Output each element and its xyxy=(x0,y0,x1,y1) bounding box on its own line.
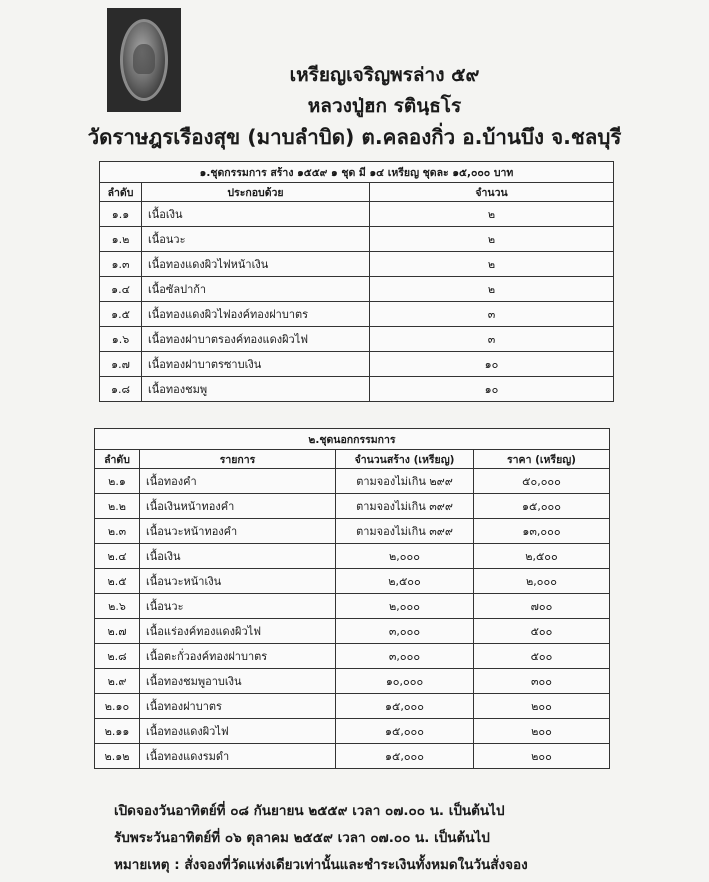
table-row xyxy=(95,519,610,544)
table-cell: เนื้อแร่องค์ทองแดงผิวไฟ xyxy=(140,619,336,644)
booking-date-note: เปิดจองวันอาทิตย์ที่ ๐๘ กันยายน ๒๕๕๙ เวลา ๐๗.๐๐ น. เป็นต้นไป xyxy=(114,803,505,819)
table-cell: ๑๐ xyxy=(370,352,614,377)
table-cell: ๒.๖ xyxy=(95,594,140,619)
table-cell: ๑.๑ xyxy=(100,202,142,227)
table-row xyxy=(95,744,610,769)
table-row xyxy=(95,494,610,519)
temple-name: วัดราษฎรเรืองสุข (มาบลำบิด) ต.คลองกิ่ว อ.บ้านบึง จ.ชลบุรี xyxy=(87,125,622,149)
table-cell: ๑.๒ xyxy=(100,227,142,252)
column-header: ราคา (เหรียญ) xyxy=(474,450,610,469)
table-row xyxy=(95,669,610,694)
column-header: จำนวน xyxy=(370,183,614,202)
table-row xyxy=(95,644,610,669)
table-cell: ๒,๕๐๐ xyxy=(474,544,610,569)
table-cell: ๑๕,๐๐๐ xyxy=(336,694,474,719)
table-cell: เนื้อทองคำ xyxy=(140,469,336,494)
table-cell: ๒ xyxy=(370,252,614,277)
table-cell: เนื้อนวะหน้าเงิน xyxy=(140,569,336,594)
table-cell: เนื้อเงิน xyxy=(142,202,370,227)
table-cell: เนื้อทองแดงผิวไฟ xyxy=(140,719,336,744)
table-cell: เนื้อนวะ xyxy=(142,227,370,252)
table-row xyxy=(100,302,614,327)
non-committee-table xyxy=(94,428,610,769)
table-row xyxy=(100,252,614,277)
table-cell: เนื้อตะกั่วองค์ทองฝาบาตร xyxy=(140,644,336,669)
table-cell: ๑.๕ xyxy=(100,302,142,327)
table-caption: ๒.ชุดนอกกรรมการ xyxy=(95,429,610,450)
table-cell: เนื้อเงิน xyxy=(140,544,336,569)
table-cell: ๑.๖ xyxy=(100,327,142,352)
table-cell: ๒.๒ xyxy=(95,494,140,519)
table-cell: ๑.๗ xyxy=(100,352,142,377)
table-cell: เนื้อทองฝาบาตรซาบเงิน xyxy=(142,352,370,377)
table-cell: ๒ xyxy=(370,202,614,227)
table-cell: เนื้อทองชมพู xyxy=(142,377,370,402)
table-cell: ๕๐,๐๐๐ xyxy=(474,469,610,494)
table-cell: เนื้อทองฝาบาตรองค์ทองแดงผิวไฟ xyxy=(142,327,370,352)
table-cell: ๒ xyxy=(370,277,614,302)
table-cell: ๒.๙ xyxy=(95,669,140,694)
table-cell: ตามจองไม่เกิน ๓๙๙ xyxy=(336,494,474,519)
table-cell: เนื้อซัลปาก้า xyxy=(142,277,370,302)
table-row xyxy=(100,377,614,402)
table-cell: ๗๐๐ xyxy=(474,594,610,619)
table-cell: ๑๕,๐๐๐ xyxy=(474,494,610,519)
table-cell: ๑๕,๐๐๐ xyxy=(336,719,474,744)
column-header: ลำดับ xyxy=(100,183,142,202)
table-row xyxy=(95,619,610,644)
table-row xyxy=(100,277,614,302)
remark-note: หมายเหตุ : สั่งจองที่วัดแห่งเดียวเท่านั้นและชำระเงินทั้งหมดในวันสั่งจอง xyxy=(114,857,528,873)
committee-set-table xyxy=(99,161,614,402)
table-cell: เนื้อนวะ xyxy=(140,594,336,619)
table-row xyxy=(95,469,610,494)
table-cell: ๓๐๐ xyxy=(474,669,610,694)
table-cell: ๒.๓ xyxy=(95,519,140,544)
table-cell: ๒,๐๐๐ xyxy=(336,544,474,569)
table-cell: เนื้อทองฝาบาตร xyxy=(140,694,336,719)
document-title: เหรียญเจริญพรล่าง ๕๙ xyxy=(289,64,480,86)
table-cell: ๒.๑ xyxy=(95,469,140,494)
column-header: จำนวนสร้าง (เหรียญ) xyxy=(336,450,474,469)
table-cell: ๒๐๐ xyxy=(474,744,610,769)
table-cell: เนื้อทองชมพูอาบเงิน xyxy=(140,669,336,694)
table-cell: ๓ xyxy=(370,327,614,352)
table-cell: เนื้อทองแดงรมดำ xyxy=(140,744,336,769)
table-cell: ๒ xyxy=(370,227,614,252)
column-header: รายการ xyxy=(140,450,336,469)
column-header: ลำดับ xyxy=(95,450,140,469)
table-cell: ๒๐๐ xyxy=(474,694,610,719)
table-cell: ๕๐๐ xyxy=(474,644,610,669)
table-row xyxy=(100,227,614,252)
table-cell: ๒.๘ xyxy=(95,644,140,669)
monk-name: หลวงปู่ฮก รตินฺธโร xyxy=(307,95,462,117)
table-row xyxy=(95,569,610,594)
table-cell: ตามจองไม่เกิน ๓๙๙ xyxy=(336,519,474,544)
table-cell: ๒.๕ xyxy=(95,569,140,594)
table-cell: ๓,๐๐๐ xyxy=(336,644,474,669)
table-cell: ๒.๔ xyxy=(95,544,140,569)
table-cell: ๒.๑๑ xyxy=(95,719,140,744)
table-cell: ๑๓,๐๐๐ xyxy=(474,519,610,544)
pickup-date-note: รับพระวันอาทิตย์ที่ ๐๖ ตุลาคม ๒๕๕๙ เวลา ๐๗.๐๐ น. เป็นต้นไป xyxy=(114,830,490,846)
table-cell: ๑.๓ xyxy=(100,252,142,277)
table-row xyxy=(100,352,614,377)
table-cell: ๒,๐๐๐ xyxy=(474,569,610,594)
table-cell: ๒.๑๒ xyxy=(95,744,140,769)
table-cell: ๒.๑๐ xyxy=(95,694,140,719)
column-header: ประกอบด้วย xyxy=(142,183,370,202)
table-cell: ๒.๗ xyxy=(95,619,140,644)
table-row xyxy=(100,202,614,227)
table-cell: ๕๐๐ xyxy=(474,619,610,644)
table-row xyxy=(95,594,610,619)
table-row xyxy=(95,719,610,744)
table-cell: ๒๐๐ xyxy=(474,719,610,744)
table-caption: ๑.ชุดกรรมการ สร้าง ๑๕๕๙ ๑ ชุด มี ๑๔ เหรียญ ชุดละ ๑๕,๐๐๐ บาท xyxy=(100,162,614,183)
table-cell: ๑.๔ xyxy=(100,277,142,302)
table-cell: ๒,๐๐๐ xyxy=(336,594,474,619)
table-cell: เนื้อทองแดงผิวไฟหน้าเงิน xyxy=(142,252,370,277)
table-cell: เนื้อทองแดงผิวไฟองค์ทองฝาบาตร xyxy=(142,302,370,327)
table-row xyxy=(100,327,614,352)
table-cell: ๑.๘ xyxy=(100,377,142,402)
table-row xyxy=(95,694,610,719)
table-cell: ๑๐,๐๐๐ xyxy=(336,669,474,694)
table-row xyxy=(95,544,610,569)
table-cell: ๒,๕๐๐ xyxy=(336,569,474,594)
table-cell: เนื้อนวะหน้าทองคำ xyxy=(140,519,336,544)
table-cell: ๑๕,๐๐๐ xyxy=(336,744,474,769)
table-cell: ๓ xyxy=(370,302,614,327)
table-cell: เนื้อเงินหน้าทองคำ xyxy=(140,494,336,519)
table-cell: ๓,๐๐๐ xyxy=(336,619,474,644)
table-cell: ตามจองไม่เกิน ๒๙๙ xyxy=(336,469,474,494)
table-cell: ๑๐ xyxy=(370,377,614,402)
